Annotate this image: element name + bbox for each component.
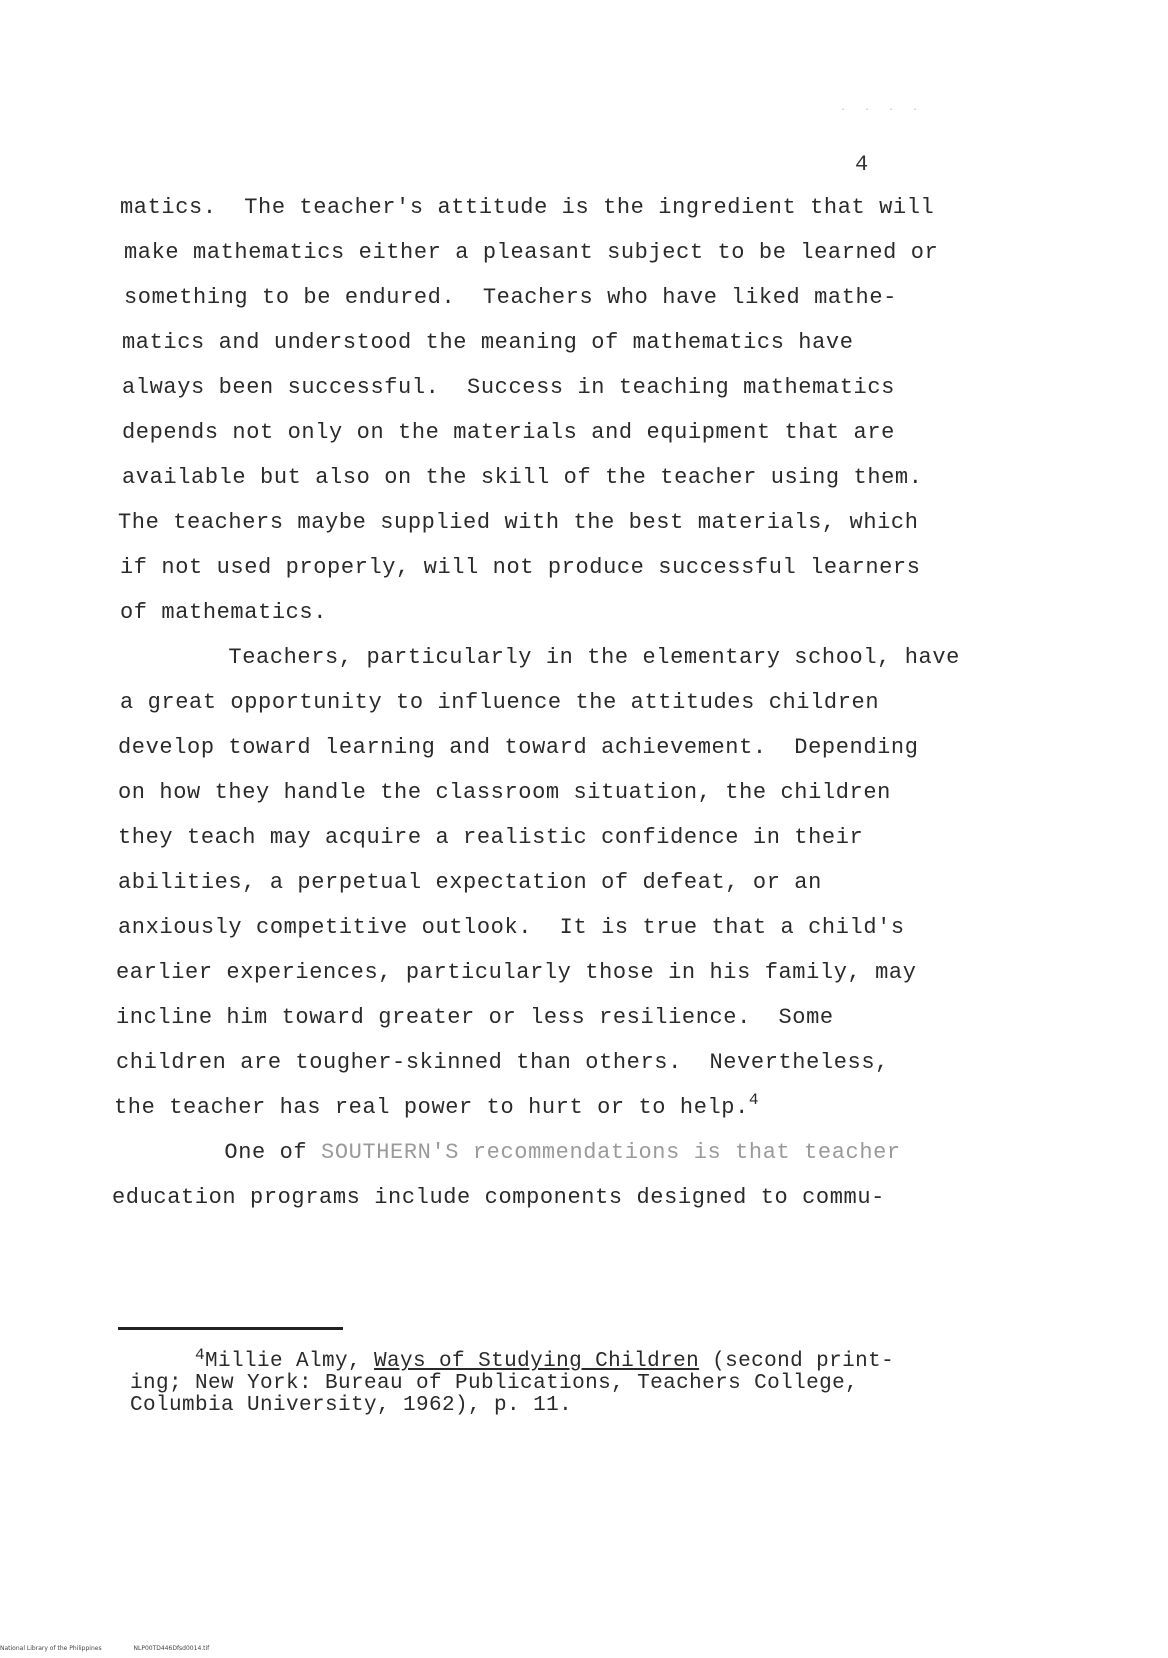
body-line: something to be endured. Teachers who have liked mathe- (124, 285, 897, 310)
scan-marks: · · · · (840, 105, 925, 116)
body-line: a great opportunity to influence the attitudes children (120, 690, 880, 715)
body-line: on how they handle the classroom situation, the children (118, 780, 891, 805)
body-line: children are tougher-skinned than others. Nevertheless, (116, 1050, 889, 1075)
body-line: education programs include components designed to commu- (112, 1185, 885, 1210)
footnote-author: Millie Almy, (205, 1350, 375, 1373)
body-line: of mathematics. (120, 600, 328, 625)
body-line: make mathematics either a pleasant subject to be learned or (124, 240, 939, 265)
footnote-line-3: Columbia University, 1962), p. 11. (130, 1394, 573, 1417)
body-line: depends not only on the materials and equipment that are (122, 420, 895, 445)
body-line: matics. The teacher's attitude is the ingredient that will (120, 195, 935, 220)
body-line: abilities, a perpetual expectation of defeat, or an (118, 870, 822, 895)
body-line-start: One of (114, 1140, 322, 1165)
faded-text: SOUTHERN'S recommendations is that teacher (321, 1140, 901, 1165)
body-line: earlier experiences, particularly those in his family, may (116, 960, 917, 985)
page-number: 4 (855, 152, 869, 177)
footnote-reference: 4 (748, 1091, 760, 1109)
body-line: anxiously competitive outlook. It is true that a child's (118, 915, 905, 940)
footnote-title: Ways of Studying Children (374, 1350, 700, 1373)
body-line: always been successful. Success in teaching mathematics (122, 375, 895, 400)
body-line: incline him toward greater or less resilience. Some (116, 1005, 834, 1030)
scan-footer (0, 1645, 239, 1652)
footnote-rule (118, 1327, 343, 1330)
body-line: available but also on the skill of the teacher using them. (122, 465, 923, 490)
footnote-line-2: ing; New York: Bureau of Publications, Teachers College, (130, 1372, 859, 1395)
body-line: develop toward learning and toward achievement. Depending (118, 735, 919, 760)
body-line: The teachers maybe supplied with the best materials, which (118, 510, 919, 535)
footer-file: NLP00TD446Dfsd0014.tif (133, 1645, 210, 1652)
footnote-line-1 (195, 1346, 895, 1373)
body-line: they teach may acquire a realistic confidence in their (118, 825, 864, 850)
body-line: Teachers, particularly in the elementary school, have (118, 645, 960, 670)
body-line: the teacher has real power to hurt or to help.$^4$ (114, 1091, 760, 1120)
body-line (114, 1140, 901, 1166)
footnote-line1-rest: (second print- (699, 1350, 895, 1373)
footer-library: National Library of the Philippines (0, 1645, 102, 1652)
footnote-marker: 4 (195, 1346, 206, 1364)
body-line: if not used properly, will not produce successful learners (120, 555, 921, 580)
body-line: matics and understood the meaning of mathematics have (122, 330, 854, 355)
